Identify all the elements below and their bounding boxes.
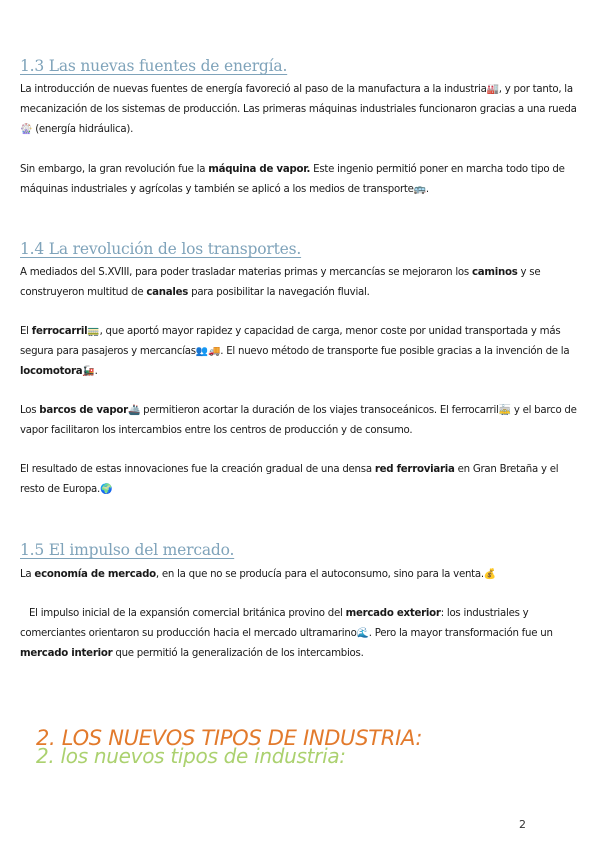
wave-icon: 🌊 (356, 628, 369, 639)
section-2-title: 2. LOS NUEVOS TIPOS DE INDUSTRIA: (36, 726, 423, 750)
page-number: 2 (519, 818, 526, 831)
section-title-1-4: 1.4 La revolución de los transportes. (20, 240, 302, 258)
section-title-1-5: 1.5 El impulso del mercado. (20, 541, 235, 559)
bold-term-internal-market: mercado interior (20, 648, 113, 659)
moneybag-icon: 💰 (483, 569, 497, 580)
people-icon: 👥 (195, 346, 209, 357)
bold-term-steamships: barcos de vapor (39, 405, 128, 416)
bold-term-roads: caminos (471, 267, 518, 278)
bold-term-external-market: mercado exterior (345, 608, 441, 619)
section-title-1-3: 1.3 Las nuevas fuentes de energía. (20, 57, 288, 75)
ship-icon: 🚢 (127, 405, 141, 416)
paragraph-transport-3: Los barcos de vapor🚢 permitieron acortar la duración de los viajes transoceánicos. El ferrocarril🚋 y el barco de vapor facilitaron los intercambios entre los centros de producción y de consumo. (20, 405, 577, 436)
bold-term-canals: canales (146, 287, 189, 298)
paragraph-energy-2: Sin embargo, la gran revolución fue la máquina de vapor. Este ingenio permitió poner en marcha todo tipo de máquinas industriales y agrícolas y también se aplicó a los medios de transporte🚌. (20, 164, 565, 195)
paragraph-energy-1: La introducción de nuevas fuentes de energía favoreció al paso de la manufactura a la industria🏭, y por tanto, la mecanización de los sistemas de producción. Las primeras máquinas industriales funcionaron gracias a una rueda🎡 (energía hidráulica). (20, 84, 577, 135)
section-2-title-lowercase: 2. los nuevos tipos de industria: (36, 744, 346, 768)
bold-term-rail-network: red ferroviaria (374, 464, 455, 475)
paragraph-market-2: El impulso inicial de la expansión comercial británica provino del mercado exterior: los industriales y comerciantes orientaron su producción hacia el mercado ultramarino🌊. Pero la mayor transformación fue un mercado interior que permitió la generalización de los intercambios. (20, 608, 556, 659)
globe-icon: 🌍 (100, 484, 113, 495)
paragraph-transport-2: El ferrocarril🚃, que aportó mayor rapidez y capacidad de carga, menor coste por unidad transportada y más segura para pasajeros y mercancías👥🚚. El nuevo método de transporte fue posible gracias a la invención de la locomotora🚂. (20, 326, 570, 377)
wheel-icon: 🎡 (20, 124, 33, 135)
tram-icon: 🚋 (498, 405, 511, 416)
locomotive-icon: 🚂 (82, 366, 95, 377)
bold-term-locomotive: locomotora (20, 366, 83, 377)
bold-term-market-economy: economía de mercado (34, 569, 156, 580)
paragraph-market-1: La economía de mercado, en la que no se producía para el autoconsumo, sino para la venta.💰 (20, 569, 497, 580)
paragraph-transport-4: El resultado de estas innovaciones fue la creación gradual de una densa red ferroviaria en Gran Bretaña y el resto de Europa.🌍 (20, 464, 559, 495)
truck-icon: 🚚 (208, 346, 221, 357)
bold-term-steam-engine: máquina de vapor. (208, 164, 311, 175)
bold-term-railway: ferrocarril (31, 326, 88, 337)
paragraph-transport-1: A mediados del S.XVIII, para poder trasladar materias primas y mercancías se mejoraron los caminos y se construyeron multitud de canales para posibilitar la navegación fluvial. (20, 267, 541, 298)
factory-icon: 🏭 (486, 84, 499, 95)
bus-icon: 🚌 (413, 184, 426, 195)
train-icon: 🚃 (87, 326, 100, 337)
